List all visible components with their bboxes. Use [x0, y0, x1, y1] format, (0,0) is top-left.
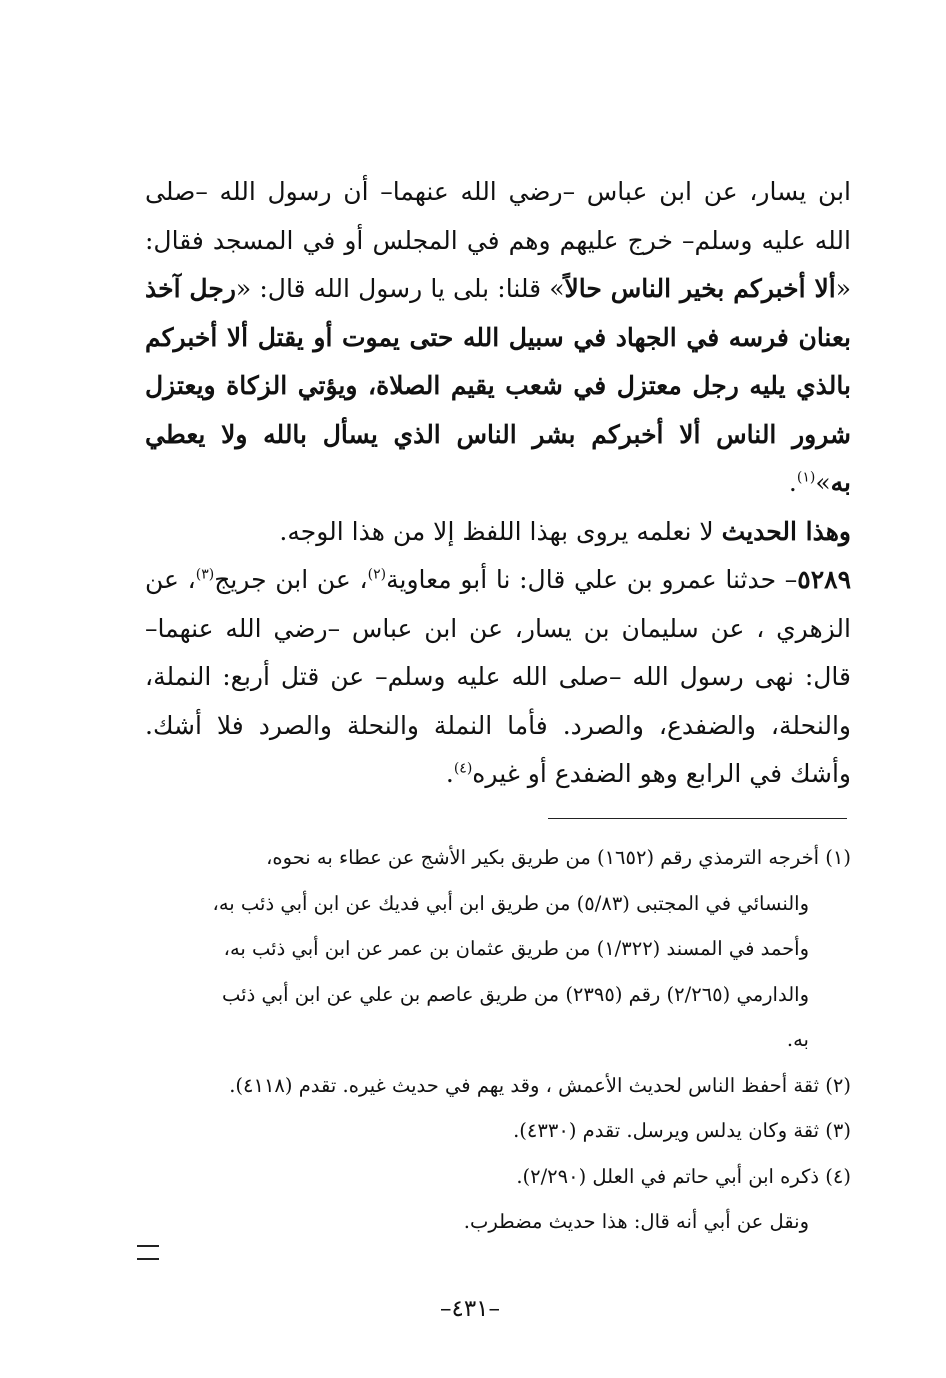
footnote-1-line-2: والنسائي في المجتبى (٥/٨٣) من طريق ابن أبي فديك عن ابن أبي ذئب به،	[212, 891, 809, 915]
footnote-2: (٢) ثقة أحفظ الناس لحديث الأعمش ، وقد يهم في حديث غيره. تقدم (٤١١٨).	[229, 1073, 851, 1097]
footnote-1-line-4: والدارمي (٢/٢٦٥) رقم (٢٣٩٥) من طريق عاصم بن علي عن ابن أبي ذئب	[222, 982, 809, 1006]
footnote-1-line-3: وأحمد في المسند (١/٣٢٢) من طريق عثمان بن عمر عن ابن أبي ذئب به،	[223, 937, 809, 960]
footnote-3: (٣) ثقة وكان يدلس ويرسل. تقدم (٤٣٣٠).	[513, 1119, 851, 1142]
footnote-1-number: (١)	[825, 846, 851, 869]
commentary-lead: وهذا الحديث	[721, 516, 851, 546]
footnotes	[145, 835, 851, 1245]
footnote-1-line-5: به.	[786, 1028, 809, 1051]
hadith-paragraph-1: ابن يسار، عن ابن عباس –رضي الله عنهما– أن رسول الله –صلى الله عليه وسلم– خرج عليهم وهم في المجلس أو في المسجد فقال: «ألا أخبركم بخير الناس حالاً» قلنا: بلى يا رسول الله قال: «رجل آخذ بعنان فرسه في الجهاد في سبيل الله حتى يموت أو يقتل ألا أخبركم بالذي يليه رجل معتزل في شعب يقيم الصلاة، ويؤتي الزكاة ويعتزل شرور الناس ألا أخبركم بشر الناس الذي يسأل بالله ولا يعطي به»$^{(١)}$.	[145, 177, 851, 497]
commentary-paragraph	[145, 508, 851, 557]
commentary-text: لا نعلمه يروى بهذا اللفظ إلا من هذا الوجه.	[279, 516, 722, 546]
prophet-quote-bold: رجل آخذ بعنان فرسه في الجهاد في سبيل الله حتى يموت أو يقتل ألا أخبركم بالذي يليه رجل معتزل في شعب يقيم الصلاة، ويؤتي الزكاة ويعتزل شرور الناس ألا أخبركم بشر الناس الذي يسأل بالله ولا يعطي به	[145, 274, 851, 497]
prophet-quote-bold: ألا أخبركم بخير الناس حالاً	[564, 274, 836, 303]
hadith-number: ٥٢٨٩	[797, 565, 852, 594]
quote-close: »	[815, 468, 831, 497]
main-text	[145, 168, 851, 799]
footnote-ref-2: (٢)	[367, 566, 387, 583]
footnote-ref-4: (٤)	[453, 760, 473, 777]
footnote-ref-1: (١)	[796, 469, 816, 486]
footnote-ref-3: (٣)	[195, 566, 215, 583]
footnote-separator	[548, 818, 847, 819]
footnote-4-continuation: ونقل عن أبي أنه قال: هذا حديث مضطرب.	[463, 1210, 809, 1233]
footnote-1: (١) أخرجه الترمذي رقم (١٦٥٢) من طريق بكير الأشج عن عطاء به نحوه،	[266, 846, 851, 869]
continuation-mark	[137, 1245, 159, 1260]
narration-text: ابن يسار، عن ابن عباس –رضي الله عنهما– أن رسول الله –صلى الله عليه وسلم– خرج عليهم وهم في المجلس أو في المسجد فقال: «	[145, 177, 851, 303]
narration-text: » قلنا: بلى يا رسول الله قال: «	[235, 274, 565, 303]
footnote-4: (٤) ذكره ابن أبي حاتم في العلل (٢/٢٩٠).	[516, 1164, 851, 1188]
hadith-paragraph-2: ٥٢٨٩– حدثنا عمرو بن علي قال: نا أبو معاوية$^{(٢)}$، عن ابن جريج$^{(٣)}$، عن الزهري ، عن سليمان بن يسار، عن ابن عباس –رضي الله عنهما– قال: نهى رسول الله –صلى الله عليه وسلم– عن قتل أربع: النملة، والنحلة، والضفدع، والصرد. فأما النملة والنحلة والصرد فلا أشك. وأشك في الرابع وهو الضفدع أو غيره$^{(٤)}$.	[145, 565, 852, 788]
page-number: –٤٣١–	[439, 1296, 501, 1322]
